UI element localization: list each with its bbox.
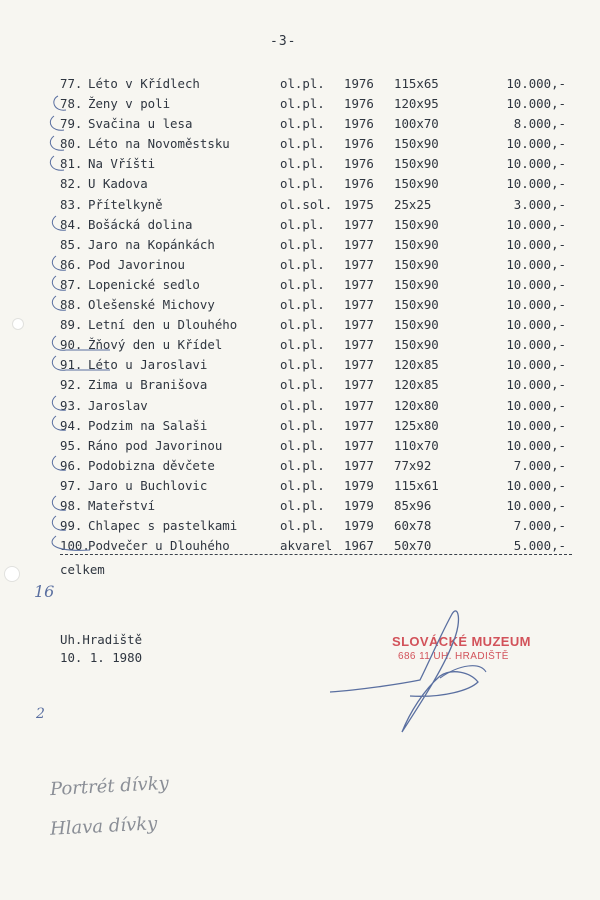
place-name: Uh.Hradiště (60, 632, 143, 647)
item-number: 89. (60, 317, 83, 333)
item-size: 120x80 (394, 397, 439, 413)
item-price: 10.000,- (506, 357, 566, 373)
item-technique: ol.pl. (280, 136, 325, 152)
item-price: 7.000,- (513, 518, 566, 534)
item-price: 10.000,- (506, 417, 566, 433)
item-number: 97. (60, 477, 83, 493)
table-row (60, 375, 580, 395)
item-year: 1977 (344, 357, 374, 373)
item-size: 150x90 (394, 337, 439, 353)
item-title: Pod Javorinou (88, 256, 185, 272)
item-technique: ol.pl. (280, 357, 325, 373)
page-number: -3- (270, 34, 297, 49)
item-price: 10.000,- (506, 216, 566, 232)
item-year: 1977 (344, 417, 374, 433)
item-title: Ženy v poli (88, 96, 171, 112)
item-year: 1976 (344, 156, 374, 172)
item-title: Bošácká dolina (88, 216, 193, 232)
item-price: 10.000,- (506, 477, 566, 493)
stamp-address: 686 11 UH. HRADIŠTĚ (398, 651, 509, 662)
item-size: 120x85 (394, 377, 439, 393)
item-size: 115x61 (394, 477, 439, 493)
item-technique: ol.pl. (280, 497, 325, 513)
item-number: 94. (60, 417, 83, 433)
table-row (60, 496, 580, 516)
table-row (60, 335, 580, 355)
table-row (60, 476, 580, 496)
artwork-list (60, 74, 580, 556)
item-size: 150x90 (394, 156, 439, 172)
item-technique: ol.pl. (280, 116, 325, 132)
table-row (60, 94, 580, 114)
item-technique: ol.pl. (280, 276, 325, 292)
item-year: 1975 (344, 196, 374, 212)
item-number: 81. (60, 156, 83, 172)
item-size: 120x95 (394, 96, 439, 112)
total-label: celkem (60, 562, 105, 577)
item-price: 10.000,- (506, 96, 566, 112)
item-size: 110x70 (394, 437, 439, 453)
item-number: 85. (60, 236, 83, 252)
item-year: 1976 (344, 116, 374, 132)
item-number: 86. (60, 256, 83, 272)
item-title: Žňový den u Křídel (88, 337, 223, 353)
total-divider (60, 554, 572, 555)
item-number: 90. (60, 337, 83, 353)
item-year: 1976 (344, 76, 374, 91)
item-year: 1977 (344, 377, 374, 393)
item-title: Léto u Jaroslavi (88, 357, 208, 373)
item-number: 91. (60, 357, 83, 373)
item-size: 150x90 (394, 276, 439, 292)
item-size: 150x90 (394, 256, 439, 272)
item-size: 150x90 (394, 297, 439, 313)
item-number: 79. (60, 116, 83, 132)
item-title: Lopenické sedlo (88, 276, 200, 292)
item-number: 95. (60, 437, 83, 453)
table-row (60, 355, 580, 375)
item-title: U Kadova (88, 176, 148, 192)
item-year: 1977 (344, 216, 374, 232)
item-size: 150x90 (394, 216, 439, 232)
item-size: 25x25 (394, 196, 432, 212)
item-title: Ráno pod Javorinou (88, 437, 223, 453)
item-title: Mateřství (88, 497, 156, 513)
item-title: Zima u Branišova (88, 377, 208, 393)
item-technique: ol.pl. (280, 297, 325, 313)
item-price: 10.000,- (506, 156, 566, 172)
item-title: Podobizna děvčete (88, 457, 215, 473)
item-title: Chlapec s pastelkami (88, 518, 238, 534)
item-price: 10.000,- (506, 397, 566, 413)
table-row (60, 235, 580, 255)
item-number: 82. (60, 176, 83, 192)
table-row (60, 114, 580, 134)
item-title: Léto v Křídlech (88, 76, 200, 91)
item-title: Léto na Novoměstsku (88, 136, 230, 152)
item-technique: ol.pl. (280, 417, 325, 433)
item-number: 93. (60, 397, 83, 413)
document-date: 10. 1. 1980 (60, 650, 143, 665)
item-year: 1977 (344, 276, 374, 292)
table-row (60, 396, 580, 416)
item-year: 1976 (344, 176, 374, 192)
item-title: Na Vříšti (88, 156, 156, 172)
item-technique: ol.pl. (280, 76, 325, 91)
handwritten-note-line2: Hlava dívky (49, 813, 158, 840)
item-size: 120x85 (394, 357, 439, 373)
table-row (60, 74, 580, 94)
item-number: 96. (60, 457, 83, 473)
item-price: 3.000,- (513, 196, 566, 212)
table-row (60, 456, 580, 476)
item-size: 150x90 (394, 236, 439, 252)
item-title: Podvečer u Dlouhého (88, 538, 230, 554)
punch-hole (4, 566, 20, 582)
item-year: 1977 (344, 236, 374, 252)
item-size: 150x90 (394, 317, 439, 333)
stamp-title: SLOVÁCKÉ MUZEUM (392, 634, 531, 649)
item-price: 10.000,- (506, 497, 566, 513)
item-technique: ol.pl. (280, 397, 325, 413)
item-size: 85x96 (394, 497, 432, 513)
item-price: 10.000,- (506, 276, 566, 292)
item-technique: akvarel (280, 538, 333, 554)
item-size: 150x90 (394, 176, 439, 192)
item-technique: ol.pl. (280, 176, 325, 192)
item-number: 87. (60, 276, 83, 292)
table-row (60, 516, 580, 536)
item-technique: ol.pl. (280, 477, 325, 493)
item-technique: ol.pl. (280, 156, 325, 172)
item-technique: ol.sol. (280, 196, 333, 212)
museum-stamp (392, 634, 531, 662)
item-title: Jaro na Kopánkách (88, 236, 215, 252)
item-year: 1977 (344, 457, 374, 473)
handwritten-margin-mark: 2 (36, 706, 45, 722)
item-title: Olešenské Michovy (88, 297, 215, 313)
table-row (60, 215, 580, 235)
handwritten-margin-number: 16 (34, 582, 55, 601)
item-year: 1976 (344, 96, 374, 112)
item-number: 77. (60, 76, 83, 91)
table-row (60, 154, 580, 174)
item-title: Svačina u lesa (88, 116, 193, 132)
item-title: Letní den u Dlouhého (88, 317, 238, 333)
item-price: 10.000,- (506, 136, 566, 152)
table-row (60, 295, 580, 315)
item-technique: ol.pl. (280, 317, 325, 333)
item-size: 77x92 (394, 457, 432, 473)
item-number: 84. (60, 216, 83, 232)
item-title: Podzim na Salaši (88, 417, 208, 433)
item-price: 10.000,- (506, 317, 566, 333)
handwritten-note-line1: Portrét dívky (49, 772, 170, 801)
item-price: 10.000,- (506, 377, 566, 393)
item-year: 1977 (344, 337, 374, 353)
item-price: 10.000,- (506, 176, 566, 192)
item-title: Přítelkyně (88, 196, 163, 212)
item-number: 80. (60, 136, 83, 152)
item-year: 1977 (344, 256, 374, 272)
item-price: 7.000,- (513, 457, 566, 473)
item-price: 10.000,- (506, 297, 566, 313)
table-row (60, 416, 580, 436)
item-price: 8.000,- (513, 116, 566, 132)
item-number: 92. (60, 377, 83, 393)
item-technique: ol.pl. (280, 377, 325, 393)
item-number: 83. (60, 196, 83, 212)
item-year: 1977 (344, 317, 374, 333)
table-row (60, 315, 580, 335)
item-number: 99. (60, 518, 83, 534)
item-year: 1977 (344, 437, 374, 453)
item-technique: ol.pl. (280, 256, 325, 272)
signature (330, 611, 478, 732)
item-technique: ol.pl. (280, 337, 325, 353)
item-year: 1977 (344, 397, 374, 413)
table-row (60, 255, 580, 275)
item-number: 98. (60, 497, 83, 513)
item-price: 10.000,- (506, 236, 566, 252)
item-number: 88. (60, 297, 83, 313)
item-number: 100. (60, 538, 90, 554)
item-technique: ol.pl. (280, 236, 325, 252)
item-price: 10.000,- (506, 256, 566, 272)
item-technique: ol.pl. (280, 518, 325, 534)
table-row (60, 134, 580, 154)
item-technique: ol.pl. (280, 437, 325, 453)
table-row (60, 275, 580, 295)
item-number: 78. (60, 96, 83, 112)
item-size: 125x80 (394, 417, 439, 433)
item-price: 10.000,- (506, 76, 566, 91)
item-price: 10.000,- (506, 337, 566, 353)
item-title: Jaro u Buchlovic (88, 477, 208, 493)
table-row (60, 195, 580, 215)
item-technique: ol.pl. (280, 96, 325, 112)
item-size: 60x78 (394, 518, 432, 534)
item-size: 50x70 (394, 538, 432, 554)
item-size: 115x65 (394, 76, 439, 91)
item-year: 1979 (344, 477, 374, 493)
item-year: 1979 (344, 497, 374, 513)
item-technique: ol.pl. (280, 457, 325, 473)
item-year: 1967 (344, 538, 374, 554)
item-year: 1977 (344, 297, 374, 313)
item-technique: ol.pl. (280, 216, 325, 232)
table-row (60, 436, 580, 456)
punch-hole-small (12, 318, 24, 330)
table-row (60, 174, 580, 194)
item-size: 150x90 (394, 136, 439, 152)
item-title: Jaroslav (88, 397, 148, 413)
item-year: 1976 (344, 136, 374, 152)
item-price: 5.000,- (513, 538, 566, 554)
item-price: 10.000,- (506, 437, 566, 453)
item-year: 1979 (344, 518, 374, 534)
item-size: 100x70 (394, 116, 439, 132)
